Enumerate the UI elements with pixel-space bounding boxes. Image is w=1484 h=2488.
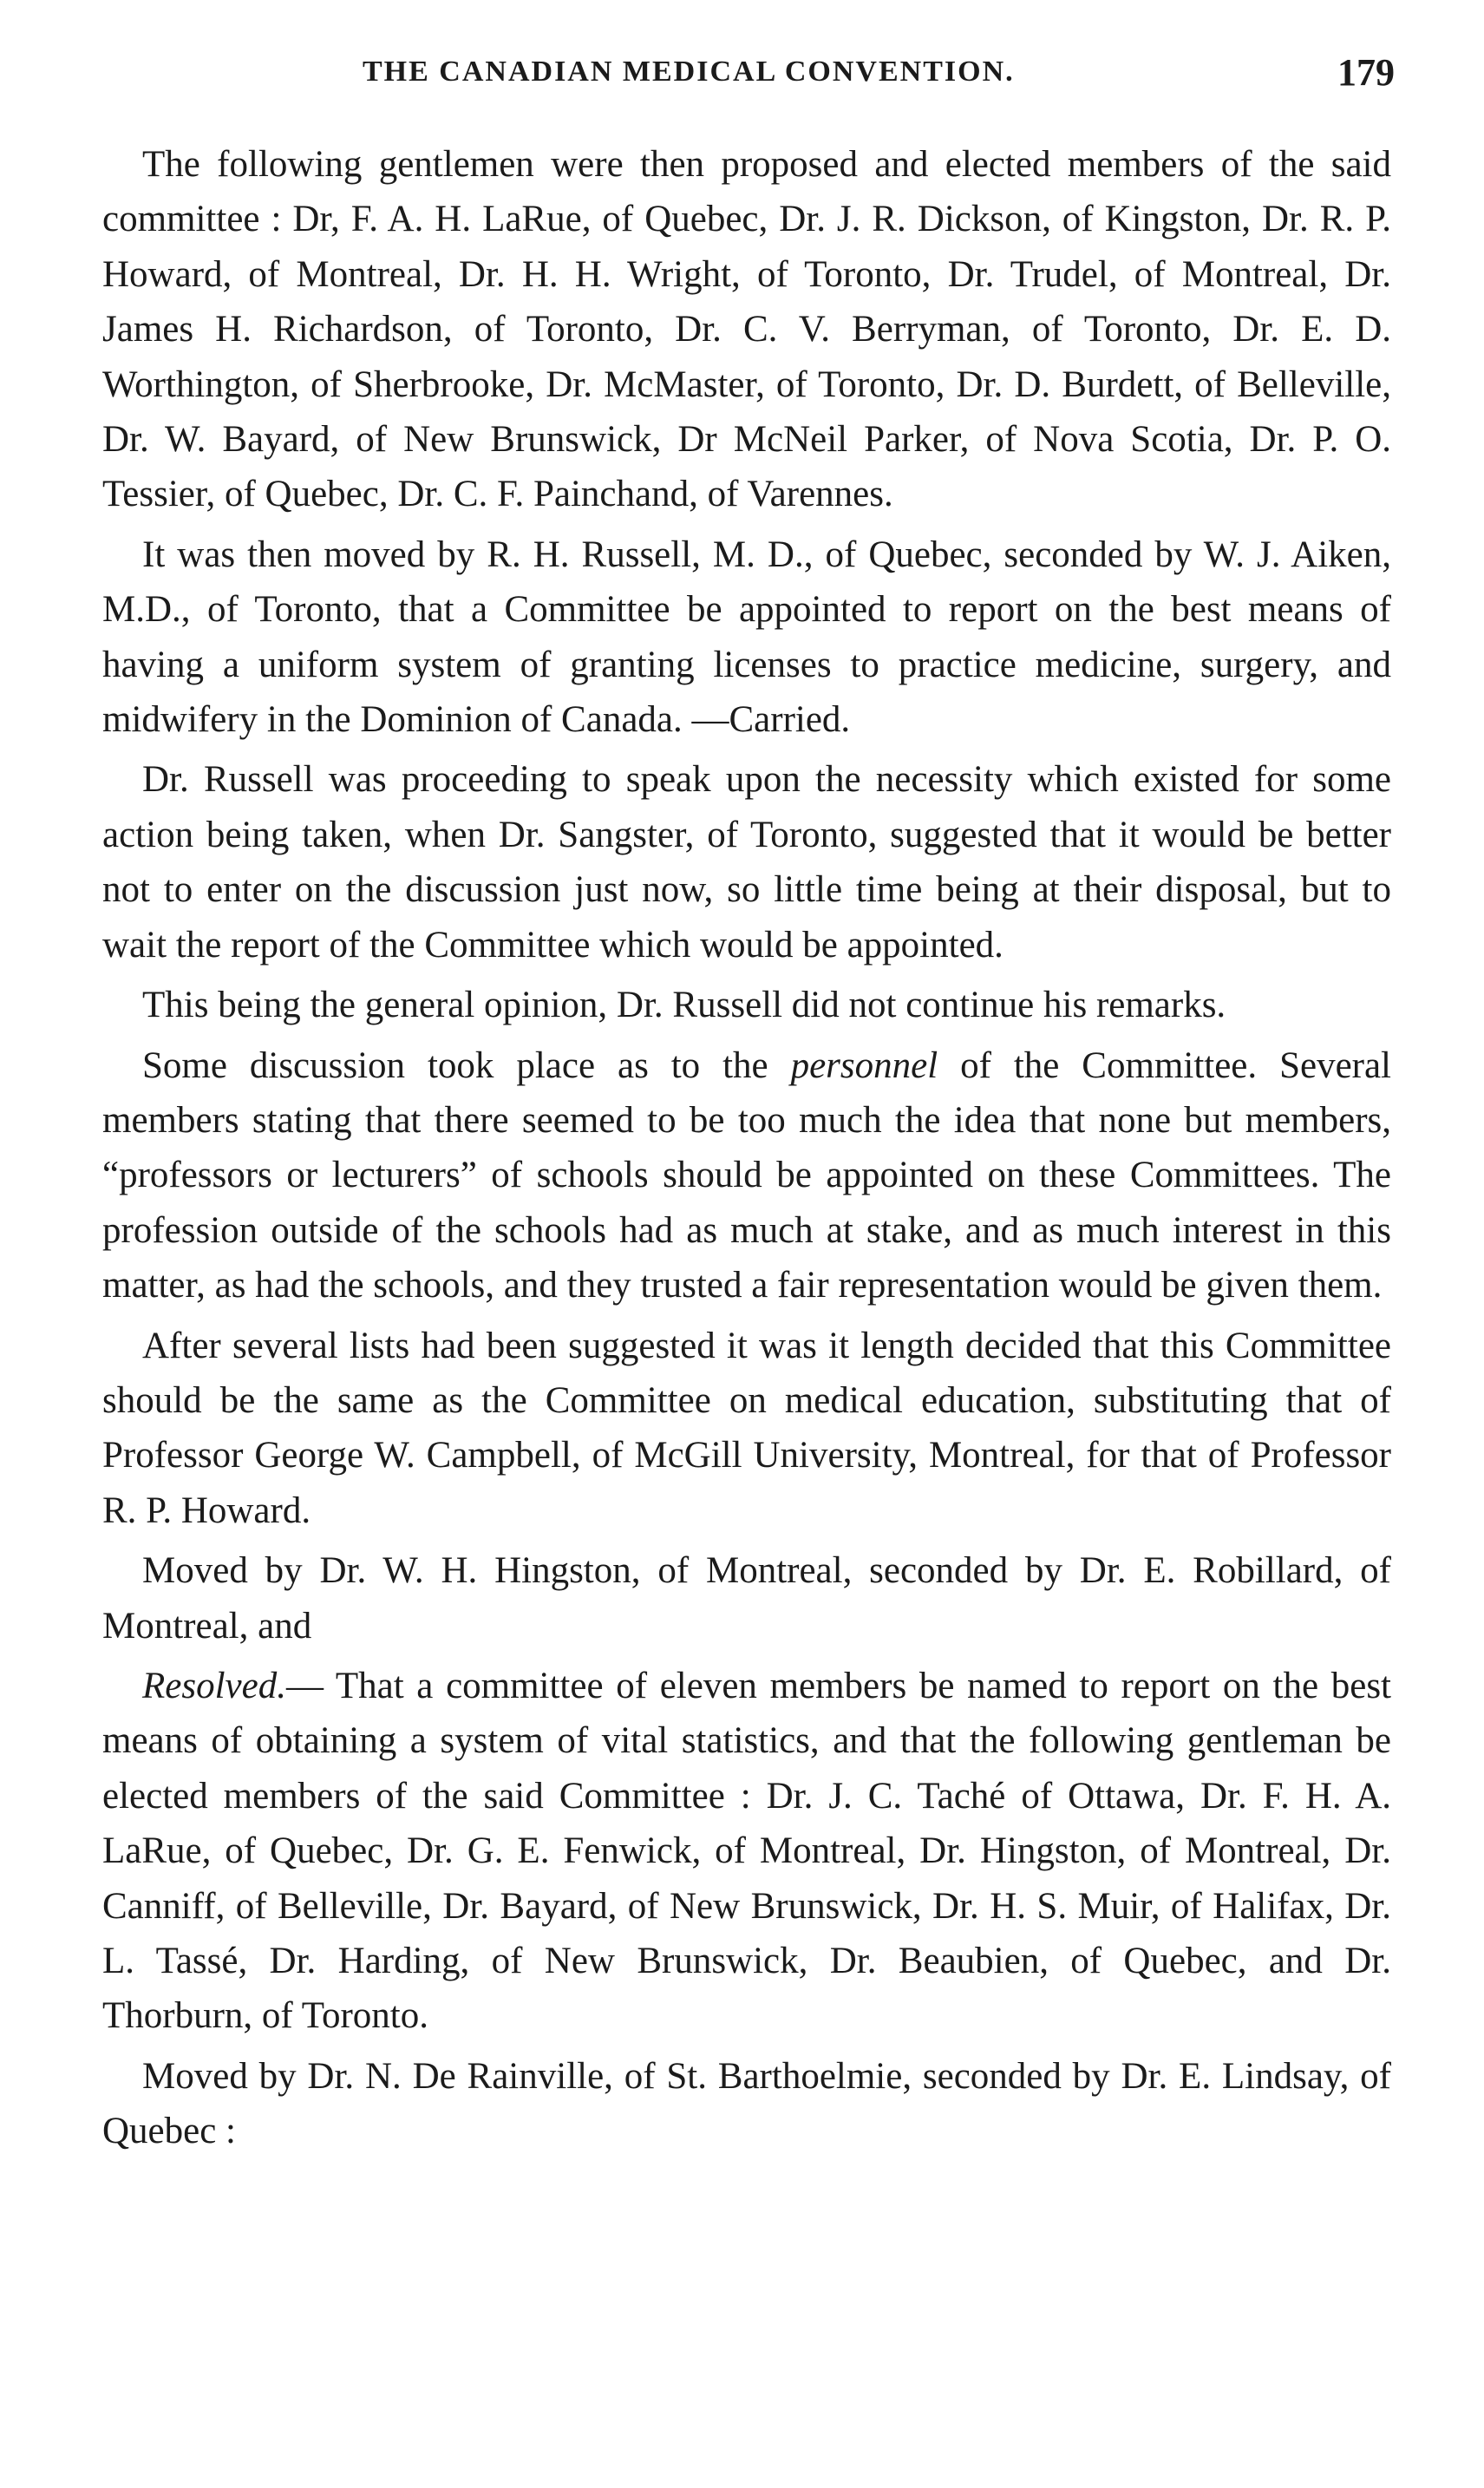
paragraph-general-opinion: This being the general opinion, Dr. Russell did not continue his remarks. [142,985,1226,1026]
personnel-before: Some discussion took place as to the [142,1044,791,1086]
body-text [102,137,1391,2164]
page-number: 179 [1337,51,1395,94]
paragraph-committee-decision: After several lists had been suggested it was it length decided that this Committee should be the same as the Committee on medical education, substituting that of Professor George W. Campbell, of McGill University, Montreal, for that of Professor R. P. Howard. [102,1325,1391,1531]
running-head: THE CANADIAN MEDICAL CONVENTION. [363,56,1015,88]
paragraph-russell-motion: It was then moved by R. H. Russell, M. D., of Quebec, seconded by W. J. Aiken, M.D., of Toronto, that a Committee be appointed to report on the best means of having a uniform system of granting licenses to practice medicine, surgery, and midwifery in the Dominion of Canada. —Carried. [102,534,1391,741]
paragraph-rainville-motion: Moved by Dr. N. De Rainville, of St. Barthoelmie, seconded by Dr. E. Lindsay, of Quebec : [102,2055,1391,2152]
paragraph-committee-members: The following gentlemen were then proposed and elected members of the said committee : Dr, F. A. H. LaRue, of Quebec, Dr. J. R. Dickson, of Kingston, Dr. R. P. Howard, of Montreal, Dr. H. H. Wright, of Toronto, Dr. Trudel, of Montreal, Dr. James H. Richardson, of Toronto, Dr. C. V. Berryman, of Toronto, Dr. E. D. Worthington, of Sherbrooke, Dr. McMaster, of Toronto, Dr. D. Burdett, of Belleville, Dr. W. Bayard, of New Brunswick, Dr McNeil Parker, of Nova Scotia, Dr. P. O. Tessier, of Quebec, Dr. C. F. Painchand, of Varennes. [102,144,1391,515]
paragraph-sangster-suggestion: Dr. Russell was proceeding to speak upon the necessity which existed for some action being taken, when Dr. Sangster, of Toronto, suggested that it would be better not to enter on the discussion just now, so little time being at their disposal, but to wait the report of the Committee which would be appointed. [102,759,1391,966]
resolved-text: — That a committee of eleven members be named to report on the best means of obtaining a system of vital statistics, and that the following gentleman be elected members of the said Committee : Dr. J. C. Taché of Ottawa, Dr. F. H. A. LaRue, of Quebec, Dr. G. E. Fenwick, of Montreal, Dr. Hingston, of Montreal, Dr. Canniff, of Belleville, Dr. Bayard, of New Brunswick, Dr. H. S. Muir, of Halifax, Dr. L. Tassé, Dr. Harding, of New Brunswick, Dr. Beaubien, of Quebec, and Dr. Thorburn, of Toronto. [102,1665,1391,2037]
personnel-italic: personnel [790,1044,938,1086]
paragraph-personnel-discussion [102,1038,1391,1313]
page-header [102,50,1395,102]
paragraph-hingston-motion: Moved by Dr. W. H. Hingston, of Montreal, seconded by Dr. E. Robillard, of Montreal, and [102,1550,1391,1647]
personnel-after: of the Committee. Several members stating that there seemed to be too much the idea that none but members, “professors or lecturers” of schools should be appointed on these Committees. The profession outside of the schools had as much at stake, and as much interest in this matter, as had the schools, and they trusted a fair representation would be given them. [102,1044,1392,1306]
resolved-italic: Resolved. [142,1665,286,1706]
paragraph-resolved [102,1659,1391,2044]
